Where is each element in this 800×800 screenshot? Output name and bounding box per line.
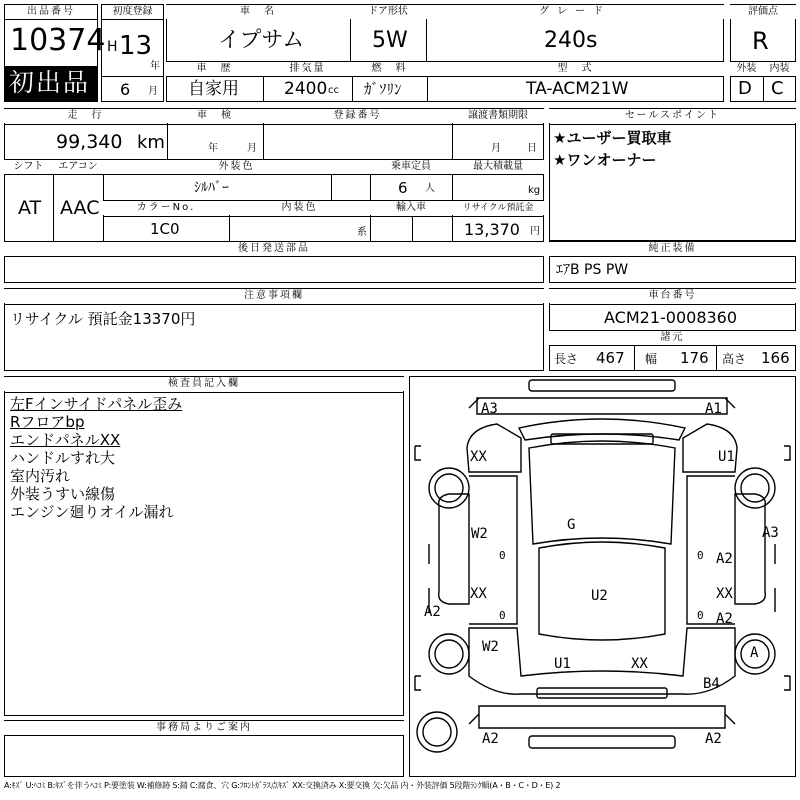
width-label: 幅	[645, 352, 658, 366]
registration-month: 6	[120, 80, 131, 99]
registration-era: H	[107, 39, 118, 55]
damage-mark: A2	[482, 731, 499, 747]
fuel-label: 燃 料	[352, 62, 427, 76]
transfer-deadline-label: 譲渡書類期限	[452, 109, 544, 123]
displacement: 2400	[284, 79, 328, 99]
import-label: 輸入車	[370, 201, 452, 215]
damage-mark: 0	[499, 549, 506, 562]
shift-label: シフト	[4, 160, 53, 174]
exterior-color: ｼﾙﾊﾞｰ	[194, 180, 229, 196]
length-label: 長さ	[554, 352, 579, 366]
registration-month-unit: 月	[148, 86, 158, 97]
car-name-label: 車 名	[166, 5, 350, 19]
capacity: 6	[398, 179, 408, 197]
damage-mark: W2	[471, 526, 488, 542]
damage-mark: U1	[554, 656, 571, 672]
recycle-fee: 13,370	[464, 220, 520, 239]
aircon: AAC	[60, 197, 100, 219]
exterior-color-label: 外装色	[103, 160, 370, 174]
damage-mark: 0	[697, 609, 704, 622]
mileage: 99,340	[56, 131, 123, 153]
grade: 240s	[544, 28, 598, 53]
damage-mark: A	[750, 645, 759, 661]
sales-point: ★ワンオーナー	[553, 151, 657, 169]
recycle-label: リサイクル預託金	[452, 201, 544, 215]
exterior-grade: D	[738, 78, 752, 99]
shift: AT	[18, 197, 42, 219]
damage-mark: A3	[481, 401, 498, 417]
equipment-value: ｴｱB PS PW	[556, 262, 629, 278]
damage-mark: B4	[703, 676, 720, 692]
model-label: 型 式	[427, 62, 724, 76]
inspection-year-unit: 年	[208, 143, 218, 154]
interior-color-unit: 系	[357, 227, 367, 238]
displacement-label: 排気量	[263, 62, 352, 76]
color-number: 1C0	[150, 220, 180, 238]
inspection-month-unit: 月	[247, 143, 257, 154]
score-label: 評価点	[730, 5, 796, 19]
grade-label: グレード	[426, 5, 724, 19]
inspection-label: 車 検	[167, 109, 263, 123]
registration-number-label: 登録番号	[263, 109, 452, 123]
width: 176	[680, 349, 709, 367]
fuel: ｶﾞｿﾘﾝ	[364, 80, 402, 98]
history-label: 車 歴	[166, 62, 263, 76]
damage-mark: A1	[705, 401, 722, 417]
door-type-label: ドア形状	[350, 5, 426, 19]
damage-mark: 0	[499, 609, 506, 622]
notes-label: 注意事項欄	[4, 289, 544, 303]
length: 467	[596, 349, 625, 367]
interior-color-label: 内装色	[229, 201, 370, 215]
registration-year-unit: 年	[150, 61, 160, 72]
later-parts-label: 後日発送部品	[4, 242, 544, 256]
notes-value: リサイクル 預託金13370円	[10, 310, 196, 328]
capacity-label: 乗車定員	[370, 160, 452, 174]
inspector-line: 室内汚れ	[10, 467, 71, 485]
history: 自家用	[188, 79, 239, 99]
equipment-label: 純正装備	[549, 242, 796, 256]
legend: A:ｷｽﾞ U:ﾍｺﾐ B:ｷｽﾞを伴うﾍｺﾐ P:要塗装 W:補修跡 S:錆 C:腐食、穴 G:ﾌﾛﾝﾄｶﾞﾗｽ点ｷｽﾞ XX:交換済み X:要交換 欠:欠品 内・外装評価 5段階ﾗﾝｸ順(A・B・C・D・E) 2	[4, 781, 561, 790]
lot-number-label: 出品番号	[5, 5, 97, 20]
inspector-line: エンドパネルXX	[10, 431, 121, 449]
door-type: 5W	[372, 28, 408, 53]
sales-points-label: セールスポイント	[549, 109, 796, 123]
damage-mark: XX	[470, 449, 487, 465]
inspector-line: Rフロアbp	[10, 413, 85, 431]
color-number-label: カラーNo.	[103, 201, 229, 215]
mileage-unit: km	[137, 132, 165, 153]
height-label: 高さ	[722, 352, 747, 366]
interior-label: 内装	[763, 62, 796, 76]
car-diagram	[409, 376, 796, 777]
damage-mark: A3	[762, 525, 779, 541]
sales-point: ★ユーザー買取車	[553, 129, 672, 147]
recycle-unit: 円	[530, 226, 540, 237]
damage-mark: A2	[705, 731, 722, 747]
sales-points-box	[549, 108, 796, 241]
inspector-line: エンジン廻りオイル漏れ	[10, 503, 174, 521]
height: 166	[761, 349, 790, 367]
specs-label: 諸元	[549, 331, 796, 345]
damage-mark: XX	[716, 586, 733, 602]
damage-mark: U1	[718, 449, 735, 465]
inspector-line: 外装うすい線傷	[10, 485, 116, 503]
inspector-line: 左Fインサイドパネル歪み	[10, 395, 183, 413]
transfer-day-unit: 日	[527, 143, 537, 154]
damage-mark: W2	[482, 639, 499, 655]
exterior-label: 外装	[730, 62, 763, 76]
inspector-line: ハンドルすれ大	[10, 449, 116, 467]
mileage-label: 走 行	[4, 109, 167, 123]
chassis-number: ACM21-0008360	[604, 308, 738, 327]
first-listing-text: 初出品	[9, 68, 91, 97]
damage-mark: G	[567, 517, 576, 533]
damage-mark: A2	[424, 604, 441, 620]
max-load-label: 最大積載量	[452, 160, 544, 174]
transfer-month-unit: 月	[491, 143, 501, 154]
first-registration-label: 初度登録	[102, 5, 163, 20]
model: TA-ACM21W	[526, 79, 629, 99]
max-load-unit: kg	[528, 185, 541, 196]
damage-mark: A2	[716, 611, 733, 627]
damage-mark: A2	[716, 551, 733, 567]
interior-grade: C	[771, 78, 784, 99]
registration-year: 13	[119, 31, 153, 61]
lot-number: 10374	[10, 23, 106, 58]
displacement-unit: cc	[328, 85, 339, 96]
capacity-unit: 人	[425, 183, 435, 194]
damage-mark: XX	[631, 656, 648, 672]
car-name: イプサム	[218, 28, 305, 53]
damage-mark: 0	[697, 549, 704, 562]
aircon-label: エアコン	[53, 160, 103, 174]
damage-mark: XX	[470, 586, 487, 602]
damage-mark: U2	[591, 588, 608, 604]
chassis-label: 車台番号	[549, 289, 796, 303]
score: R	[752, 27, 769, 55]
inspector-label: 検査員記入欄	[4, 377, 404, 391]
office-label: 事務局よりご案内	[4, 721, 404, 735]
